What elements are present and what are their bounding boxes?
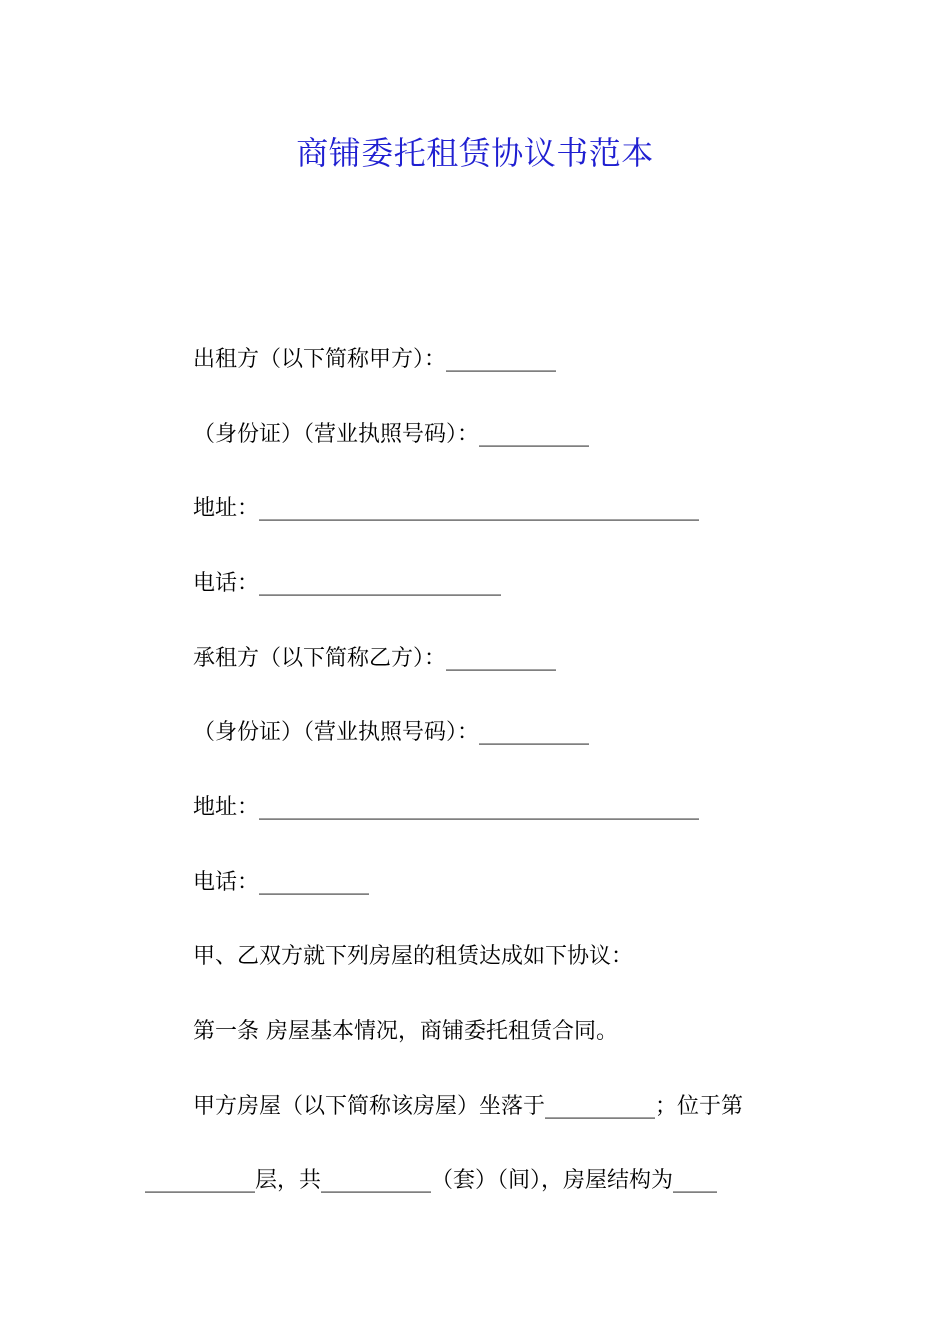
lessor-id-line: （身份证）（营业执照号码）：__________ (193, 422, 590, 447)
lessee-name-line: 承租方（以下简称乙方）：__________ (193, 646, 557, 671)
document-title: 商铺委托租赁协议书范本 (296, 134, 654, 172)
lessee-address-line: 地址：________________________________________ (193, 795, 700, 820)
lessor-phone-line: 电话：______________________ (193, 571, 502, 596)
lessee-id-line: （身份证）（营业执照号码）：__________ (193, 720, 590, 745)
lessor-name-line: 出租方（以下简称甲方）：__________ (193, 347, 557, 372)
property-location-line: 甲方房屋（以下简称该房屋）坐落于__________；位于第 (193, 1094, 744, 1119)
lessor-address-line: 地址：________________________________________ (193, 496, 700, 521)
article-one-heading: 第一条 房屋基本情况，商铺委托租赁合同。 (193, 1019, 618, 1044)
property-floor-line: __________层，共__________（套）（间），房屋结构为____ (145, 1168, 718, 1193)
agreement-intro-line: 甲、乙双方就下列房屋的租赁达成如下协议： (193, 944, 634, 969)
lessee-phone-line: 电话：__________ (193, 870, 370, 895)
